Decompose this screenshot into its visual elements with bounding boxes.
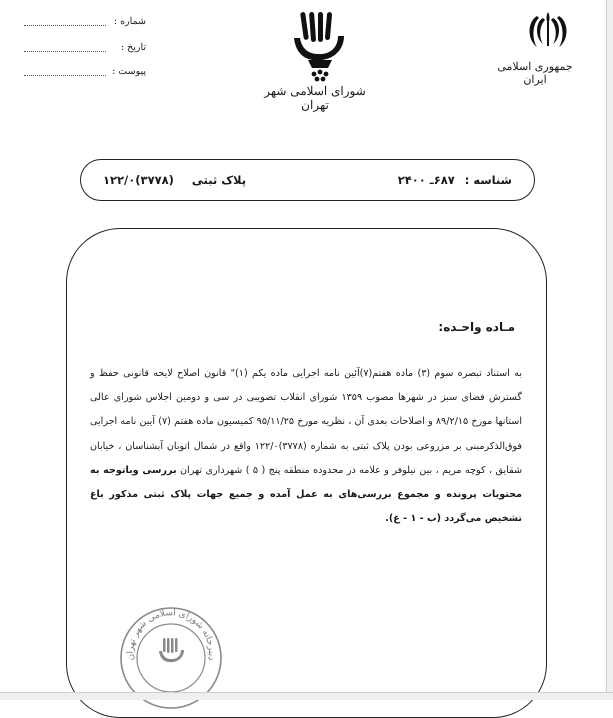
country-title: جمهوری اسلامی ایران bbox=[497, 60, 573, 86]
plot-label: پلاک ثبتی bbox=[191, 173, 247, 187]
ref-number-label: شماره : bbox=[113, 16, 146, 27]
ref-number-line bbox=[24, 25, 106, 26]
id-block bbox=[398, 173, 512, 187]
section-heading: مـاده واحـده: bbox=[438, 320, 515, 334]
body-paragraph: به استناد تبصره سوم (۳) ماده هفتم(۷)آئین نامه اجرایی ماده یکم (۱)" قانون اصلاح لایحه قانونی حفظ و گسترش فضای سبز در شهرها مصوب ۱۳۵۹ شورای انقلاب تصویبی در سی و دومین اجلاس شورای عالی استانها مورخ ۸۹/۲/۱۵ و اصلاحات بعدی آن ، نظریه مورخ ۹۵/۱۱/۲۵ کمیسیون ماده هفتم (۷) آیین نامه اجرایی فوق‌الذکرمبنی بر مزروعی بودن پلاک ثبتی به شماره (۳۷۷۸)۱۲۲/۰ واقع در شمال اتوبان آبشناسان ، خیابان شقایق ، کوچه مریم ، بین نیلوفر و علامه در محدوده منطقه پنج ( ۵ ) شهرداری تهران bbox=[90, 368, 523, 476]
ref-date-label: تاریخ : bbox=[120, 42, 146, 53]
id-bar bbox=[80, 159, 535, 201]
body-paragraph-bold: بررسی وباتوجه به محتویات پرونده و مجموع بررسی‌های به عمل آمده و جمیع جهات پلاک ثبتی مذکور باغ تشخیص می‌گردد (ب - ۱ - غ). bbox=[90, 464, 522, 525]
plot-block bbox=[103, 173, 246, 187]
iran-emblem-icon bbox=[525, 10, 571, 50]
page-edge-right bbox=[606, 0, 613, 699]
ref-number-field bbox=[6, 16, 146, 30]
ref-attachment-field bbox=[6, 66, 146, 80]
council-title: شورای اسلامی شهر تهران bbox=[264, 84, 366, 112]
tehran-council-logo-icon bbox=[288, 8, 350, 86]
ref-attachment-label: پیوست : bbox=[112, 66, 146, 77]
ref-attachment-line bbox=[24, 75, 106, 76]
id-label: شناسه : bbox=[464, 173, 512, 187]
plot-value: (۳۷۷۸)۱۲۲/۰ bbox=[103, 173, 174, 187]
seal-text: دبیرخانه شورای اسلامی شهر تهران bbox=[125, 608, 217, 662]
ref-date-field bbox=[6, 42, 146, 56]
body-text bbox=[90, 362, 522, 531]
id-value: ۶۸۷ـ ۲۴۰۰ bbox=[397, 173, 455, 187]
ref-date-line bbox=[24, 51, 106, 52]
svg-text:دبیرخانه شورای اسلامی شهر تهرا bbox=[126, 608, 216, 661]
